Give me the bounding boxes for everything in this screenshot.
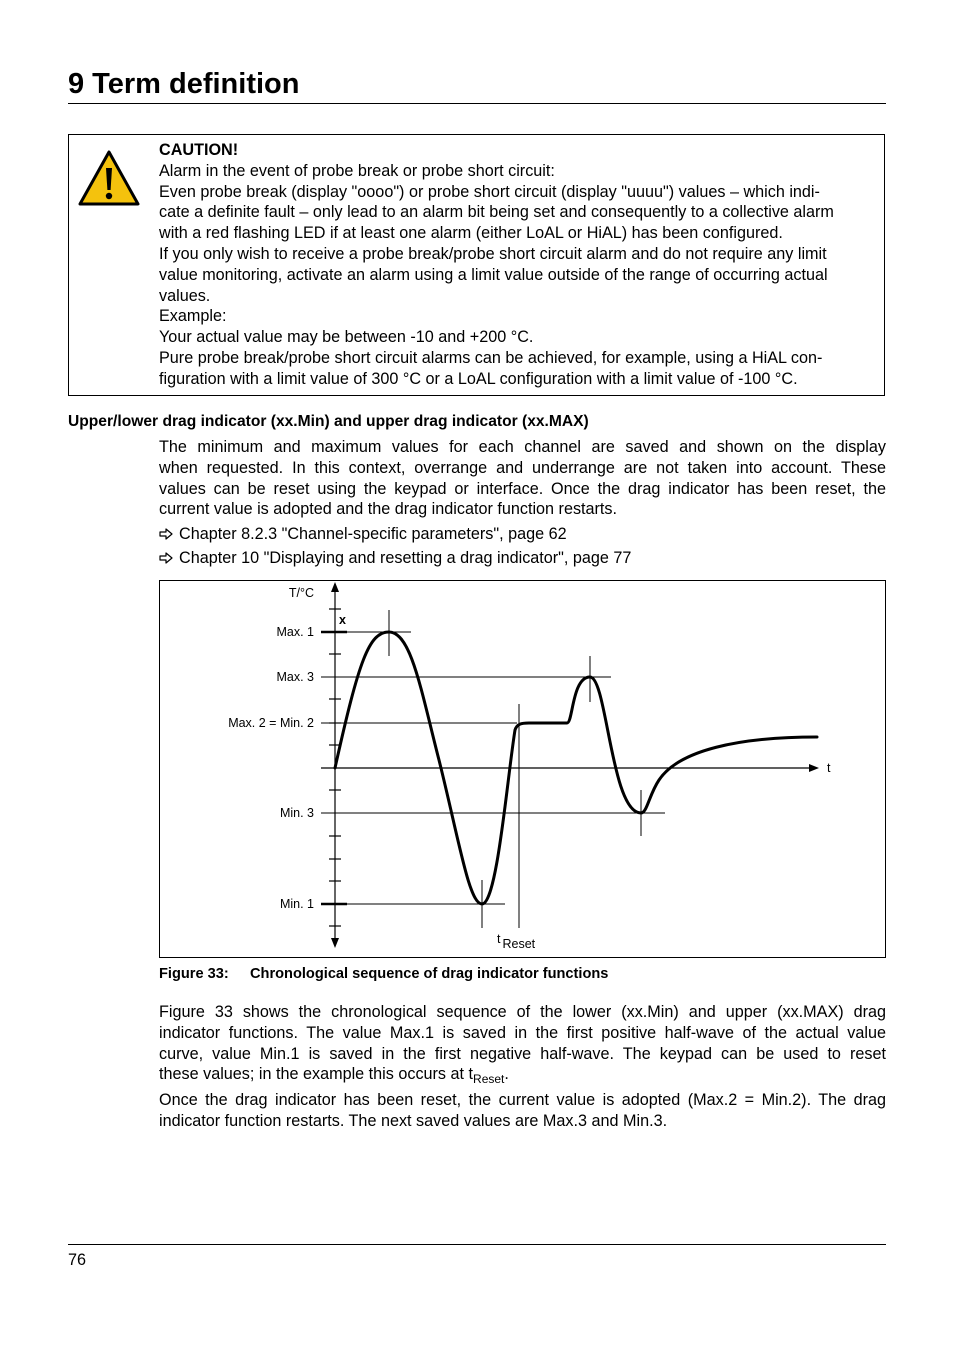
explanation-paragraph [159, 1002, 886, 1132]
caution-line: Pure probe break/probe short circuit alarms can be achieved, for example, using a HiAL con- [159, 348, 823, 367]
explanation-line: Figure 33 shows the chronological sequence of the lower (xx.Min) and upper (xx.MAX) drag [159, 1003, 886, 1021]
intro-line: The minimum and maximum values for each channel are saved and shown on the display [159, 438, 886, 456]
explanation-line: Once the drag indicator has been reset, the current value is adopted (Max.2 = Min.2). The drag [159, 1091, 886, 1110]
cross-reference-text: Chapter 8.2.3 "Channel-specific parameters", page 62 [179, 525, 567, 543]
extremum-markers [389, 610, 641, 928]
caution-line: cate a definite fault – only lead to an alarm bit being set and consequently to a collective alarm [159, 203, 834, 222]
level-label-max3: Max. 3 [276, 670, 314, 684]
section-heading: Upper/lower drag indicator (xx.Min) and upper drag indicator (xx.MAX) [68, 413, 589, 430]
caution-line: with a red flashing LED if at least one alarm (either LoAL or HiAL) has been configured. [159, 224, 783, 243]
intro-paragraph [159, 437, 886, 520]
caution-heading: CAUTION! [159, 141, 239, 159]
cross-reference-link[interactable] [159, 524, 567, 544]
warning-triangle-icon [78, 150, 140, 206]
y-axis-label: T/°C [288, 586, 314, 600]
caption-number: Figure 33: [159, 966, 229, 982]
explanation-line [159, 1064, 886, 1090]
intro-line: current value is adopted and the drag indicator function restarts. [159, 500, 618, 519]
figure-caption [159, 964, 608, 984]
caution-line: If you only wish to receive a probe break/probe short circuit alarm and do not require any limit [159, 244, 827, 263]
footer-rule [68, 1244, 886, 1245]
cross-reference-link[interactable] [159, 548, 631, 568]
explanation-line: curve, value Min.1 is saved in the first negative half-wave. The keypad can be used to reset [159, 1044, 886, 1063]
intro-line: when requested. In this context, overrange and underrange are not taken into account. These [159, 458, 886, 477]
caption-text: Chronological sequence of drag indicator functions [250, 966, 609, 982]
caution-line: values. [159, 286, 211, 305]
explanation-line4-prefix: these values; in the example this occurs at t [159, 1065, 474, 1084]
explanation-line: indicator function restarts. The next saved values are Max.3 and Min.3. [159, 1112, 668, 1131]
drag-indicator-diagram [159, 580, 886, 958]
caution-line: figuration with a limit value of 300 °C or a LoAL configuration with a limit value of -100 °C. [159, 369, 798, 388]
level-label-min3: Min. 3 [279, 806, 314, 820]
reset-label [497, 932, 536, 951]
caution-line: Alarm in the event of probe break or probe short circuit: [159, 161, 555, 180]
start-marker: x [339, 613, 346, 627]
intro-line: values can be reset using the keypad or interface. Once the drag indicator has been reset, the [159, 479, 886, 498]
caution-line: Even probe break (display "oooo") or probe short circuit (display "uuuu") values – which indi- [159, 182, 820, 201]
explanation-line4-sub: Reset [473, 1072, 505, 1087]
explanation-line4-suffix: . [504, 1065, 509, 1084]
outline-arrow-right-icon [159, 524, 179, 544]
caution-line: value monitoring, activate an alarm using a limit value outside of the range of occurring actual [159, 265, 828, 284]
y-axis-arrow-down [331, 938, 339, 948]
caution-text [159, 140, 877, 390]
reset-label-main: t [497, 932, 501, 946]
x-axis-arrow [809, 764, 819, 772]
level-label-max2-min2: Max. 2 = Min. 2 [228, 716, 314, 730]
explanation-line: indicator functions. The value Max.1 is saved in the first positive half-wave of the actual value [159, 1023, 886, 1042]
header-rule [68, 103, 886, 104]
reset-label-sub: Reset [502, 937, 536, 951]
cross-reference-text: Chapter 10 "Displaying and resetting a drag indicator", page 77 [179, 549, 632, 567]
level-label-max1: Max. 1 [276, 625, 314, 639]
caution-line: Example: [159, 307, 227, 326]
y-axis-arrow-up [331, 582, 339, 592]
page-number: 76 [68, 1251, 87, 1269]
level-label-min1: Min. 1 [279, 897, 314, 911]
caution-line: Your actual value may be between -10 and +200 °C. [159, 328, 534, 347]
outline-arrow-right-icon [159, 548, 179, 568]
chapter-title: 9 Term definition [68, 68, 300, 100]
x-axis-label: t [827, 761, 831, 775]
